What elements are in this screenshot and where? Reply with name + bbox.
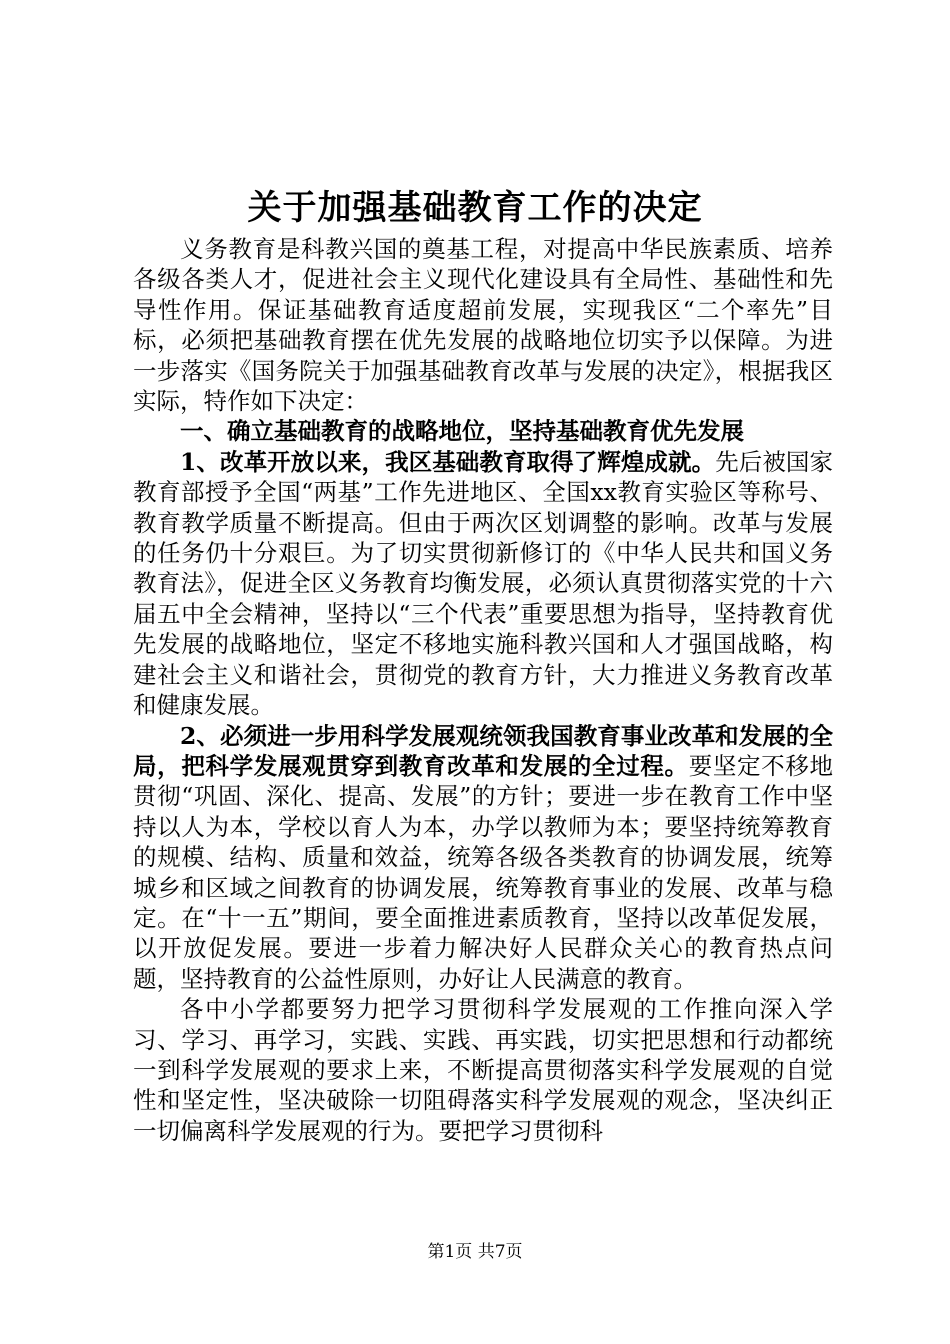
item-2-paragraph xyxy=(133,721,833,995)
page-footer: 第1页 共7页 xyxy=(427,1242,523,1262)
item-2-text: 要坚定不移地贯彻“巩固、深化、提高、发展”的方针；要进一步在教育工作中坚持以人为本，学校以育人为本，办学以教师为本；要坚持统筹教育的规模、结构、质量和效益，统筹各级各类教育的协调发展，统筹城乡和区域之间教育的协调发展，统筹教育事业的发展、改革与稳定。在“十一五”期间，要全面推进素质教育，坚持以改革促发展，以开放促发展。要进一步着力解决好人民群众关心的教育热点问题，坚持教育的公益性原则，办好让人民满意的教育。 xyxy=(133,751,834,993)
item-1-paragraph xyxy=(133,447,833,721)
document-title: 关于加强基础教育工作的决定 xyxy=(247,188,703,228)
item-1-text: 先后被国家教育部授予全国“两基”工作先进地区、全国xx教育实验区等称号、教育教学质量不断提高。但由于两次区划调整的影响。改革与发展的任务仍十分艰巨。为了切实贯彻新修订的《中华人民共和国义务教育法》，促进全区义务教育均衡发展，必须认真贯彻落实党的十六届五中全会精神，坚持以“三个代表”重要思想为指导，坚持教育优先发展的战略地位，坚定不移地实施科教兴国和人才强国战略，构建社会主义和谐社会，贯彻党的教育方针，大力推进义务教育改革和健康发展。 xyxy=(133,447,834,720)
section-1-heading: 一、确立基础教育的战略地位，坚持基础教育优先发展 xyxy=(180,417,744,446)
paragraph-3: 各中小学都要努力把学习贯彻科学发展观的工作推向深入学习、学习、再学习，实践、实践、再实践，切实把思想和行动都统一到科学发展观的要求上来，不断提高贯彻落实科学发展观的自觉性和坚定性，坚决破除一切阻碍落实科学发展观的观念，坚决纠正一切偏离科学发展观的行为。要把学习贯彻科 xyxy=(133,995,833,1145)
item-2-lead: 2、必须进一步用科学发展观统领我国教育事业改革和发展的全局，把科学发展观贯穿到教育改革和发展的全过程。 xyxy=(133,721,833,780)
item-1-lead: 1、改革开放以来，我区基础教育取得了辉煌成就。 xyxy=(180,447,716,476)
document-body xyxy=(133,234,833,1146)
intro-paragraph: 义务教育是科教兴国的奠基工程，对提高中华民族素质、培养各级各类人才，促进社会主义现代化建设具有全局性、基础性和先导性作用。保证基础教育适度超前发展，实现我区“二个率先”目标，必须把基础教育摆在优先发展的战略地位切实予以保障。为进一步落实《国务院关于加强基础教育改革与发展的决定》，根据我区实际，特作如下决定： xyxy=(133,235,833,416)
